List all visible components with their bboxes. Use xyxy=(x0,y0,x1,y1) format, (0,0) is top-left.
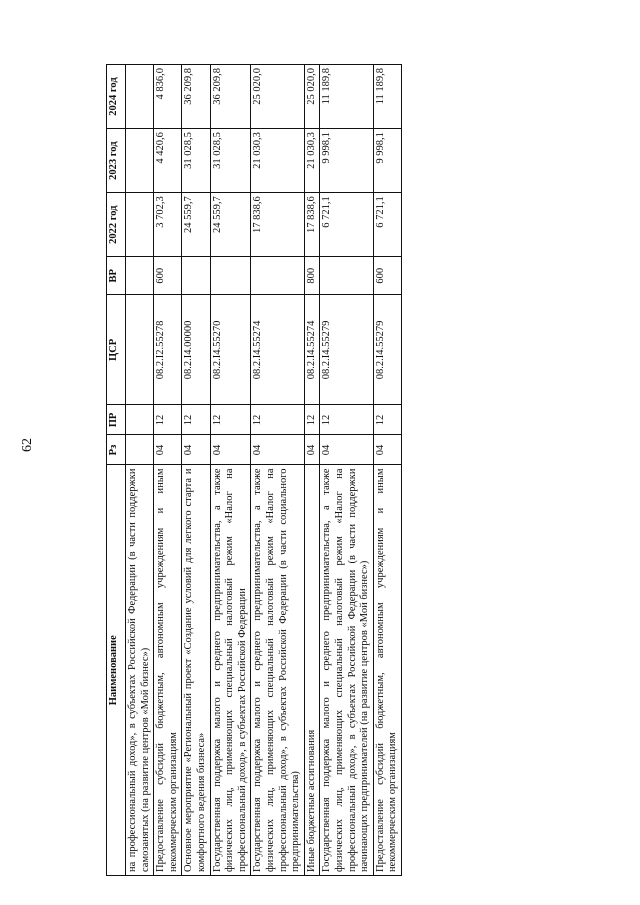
cell-2023: 21 030,3 xyxy=(304,129,320,193)
cell-rz: 04 xyxy=(210,435,251,465)
cell-2024: 11 189,8 xyxy=(373,65,401,129)
cell-name: Предоставление субсидий бюджетным, автономным учреждениям и иным некоммерческим организациям xyxy=(373,465,401,876)
cell-name: Государственная поддержка малого и среднего предпринимательства, а также физических лиц, применяющих специальный налоговый режим «Налог на профессиональный доход», в субъектах Российской Федерации (в части социального предпринимательства) xyxy=(251,465,304,876)
header-vr: ВР xyxy=(107,257,126,295)
header-name: Наименование xyxy=(107,465,126,876)
table-row xyxy=(373,65,401,876)
cell-2022: 3 702,3 xyxy=(154,193,182,257)
cell-rz xyxy=(126,435,154,465)
table-row xyxy=(210,65,251,876)
cell-rz: 04 xyxy=(182,435,210,465)
rotated-table-container xyxy=(106,64,534,876)
cell-pr: 12 xyxy=(320,405,373,435)
cell-pr: 12 xyxy=(154,405,182,435)
cell-2022: 24 559,7 xyxy=(182,193,210,257)
table-row xyxy=(154,65,182,876)
table-row xyxy=(304,65,320,876)
cell-name: Предоставление субсидий бюджетным, автономным учреждениям и иным некоммерческим организациям xyxy=(154,465,182,876)
cell-2022: 17 838,6 xyxy=(304,193,320,257)
cell-name: Основное мероприятие «Региональный проект «Создание условий для легкого старта и комфортного ведения бизнеса» xyxy=(182,465,210,876)
cell-2022: 17 838,6 xyxy=(251,193,304,257)
cell-vr xyxy=(320,257,373,295)
cell-pr: 12 xyxy=(373,405,401,435)
cell-2024: 25 020,0 xyxy=(251,65,304,129)
cell-rz: 04 xyxy=(320,435,373,465)
table-row xyxy=(182,65,210,876)
cell-rz: 04 xyxy=(304,435,320,465)
cell-vr: 600 xyxy=(373,257,401,295)
cell-2023 xyxy=(126,129,154,193)
cell-rz: 04 xyxy=(154,435,182,465)
table-row xyxy=(320,65,373,876)
cell-vr: 600 xyxy=(154,257,182,295)
cell-csr: 08.2.I4.55270 xyxy=(210,295,251,405)
cell-csr: 08.2.I4.55279 xyxy=(320,295,373,405)
header-csr: ЦСР xyxy=(107,295,126,405)
cell-2023: 31 028,5 xyxy=(182,129,210,193)
cell-2024: 36 209,8 xyxy=(210,65,251,129)
cell-2024: 36 209,8 xyxy=(182,65,210,129)
cell-2022: 6 721,1 xyxy=(373,193,401,257)
cell-csr: 08.2.I2.55278 xyxy=(154,295,182,405)
cell-2022: 24 559,7 xyxy=(210,193,251,257)
cell-name: на профессиональный доход», в субъектах Российской Федерации (в части поддержки самозанятых (на развитие центров «Мой бизнес») xyxy=(126,465,154,876)
cell-2023: 9 998,1 xyxy=(320,129,373,193)
cell-csr xyxy=(126,295,154,405)
cell-2024 xyxy=(126,65,154,129)
header-2022: 2022 год xyxy=(107,193,126,257)
cell-csr: 08.2.I4.55279 xyxy=(373,295,401,405)
cell-2022 xyxy=(126,193,154,257)
cell-2022: 6 721,1 xyxy=(320,193,373,257)
cell-name: Государственная поддержка малого и среднего предпринимательства, а также физических лиц, применяющих специальный налоговый режим «Налог на профессиональный доход», в субъектах Российской Федерации (в части поддержки начинающих предпринимателей (на развитие центров «Мой бизнес») xyxy=(320,465,373,876)
cell-2023: 4 420,6 xyxy=(154,129,182,193)
cell-2024: 4 836,0 xyxy=(154,65,182,129)
cell-2024: 11 189,8 xyxy=(320,65,373,129)
cell-pr xyxy=(126,405,154,435)
cell-pr: 12 xyxy=(251,405,304,435)
cell-vr xyxy=(182,257,210,295)
page-number: 62 xyxy=(20,438,35,452)
header-rz: Рз xyxy=(107,435,126,465)
budget-table xyxy=(106,64,402,876)
header-2024: 2024 год xyxy=(107,65,126,129)
cell-2023: 9 998,1 xyxy=(373,129,401,193)
cell-csr: 08.2.I4.55274 xyxy=(304,295,320,405)
cell-2024: 25 020,0 xyxy=(304,65,320,129)
header-2023: 2023 год xyxy=(107,129,126,193)
cell-rz: 04 xyxy=(251,435,304,465)
cell-name: Иные бюджетные ассигнования xyxy=(304,465,320,876)
cell-csr: 08.2.I4.00000 xyxy=(182,295,210,405)
cell-2023: 31 028,5 xyxy=(210,129,251,193)
table-header-row xyxy=(107,65,126,876)
cell-pr: 12 xyxy=(304,405,320,435)
table-row xyxy=(251,65,304,876)
cell-name: Государственная поддержка малого и среднего предпринимательства, а также физических лиц, применяющих специальный налоговый режим «Налог на профессиональный доход», в субъектах Российской Федерации xyxy=(210,465,251,876)
cell-2023: 21 030,3 xyxy=(251,129,304,193)
table-row xyxy=(126,65,154,876)
cell-vr: 800 xyxy=(304,257,320,295)
cell-pr: 12 xyxy=(210,405,251,435)
cell-vr xyxy=(251,257,304,295)
cell-vr xyxy=(210,257,251,295)
cell-vr xyxy=(126,257,154,295)
cell-rz: 04 xyxy=(373,435,401,465)
header-pr: ПР xyxy=(107,405,126,435)
cell-csr: 08.2.I4.55274 xyxy=(251,295,304,405)
cell-pr: 12 xyxy=(182,405,210,435)
